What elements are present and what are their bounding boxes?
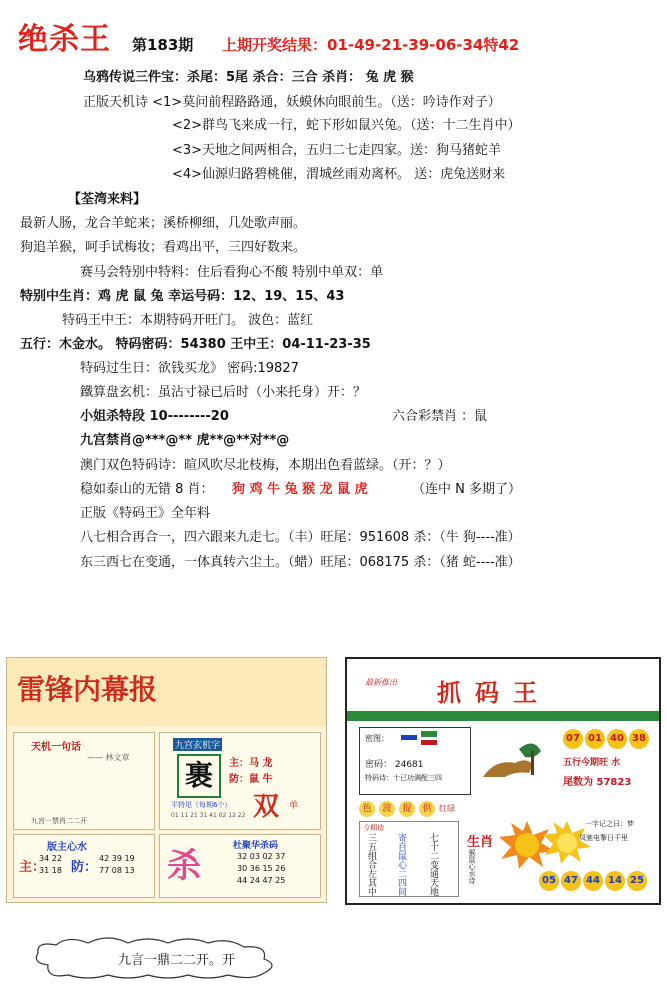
fang-nums2: 77 08 13 bbox=[99, 866, 135, 875]
color-value: 红绿 bbox=[439, 804, 455, 813]
mima-image bbox=[401, 731, 439, 747]
poem-col: 七十二变通天地 bbox=[428, 833, 438, 896]
section-heading: 【荃湾来料】 bbox=[68, 192, 147, 207]
horse-image bbox=[475, 729, 547, 793]
poem-col: 寄自鼠心二四间 bbox=[396, 833, 406, 896]
shengxiao-sub: 猴鼠心水诗 bbox=[468, 849, 476, 884]
kill-line: 九宫一禁肖二二开 bbox=[31, 817, 87, 825]
text-line: <4>仙源归路碧桃催，渭城丝雨劝离杯。 送：虎兔送财来 bbox=[172, 167, 506, 182]
text-line: 乌鸦传说三件宝：杀尾：5尾 杀合：三合 杀肖： 兔 虎 猴 bbox=[83, 70, 414, 85]
color-tag: 色 bbox=[359, 801, 375, 817]
poem-col-title: 今期诗 bbox=[363, 824, 384, 832]
number-ball: 14 bbox=[605, 871, 625, 891]
mima-label: 密图： bbox=[365, 734, 389, 743]
number-ball: 40 bbox=[607, 729, 627, 749]
poem-author: —— 林文章 bbox=[87, 753, 130, 762]
text-line: <3>天地之间两相合，五归二七走四家。送：狗马猪蛇羊 bbox=[172, 143, 502, 158]
right-poem: 一字记之曰：梦 bbox=[585, 820, 634, 828]
text-line: 特别中生肖：鸡 虎 鼠 兔 幸运号码：12、19、15、43 bbox=[20, 289, 345, 304]
text-line: 五行：木金水。 特码密码：54380 王中王：04-11-23-35 bbox=[20, 337, 371, 352]
text-line: 特码王中王：本期特码开旺门。 波色：蓝红 bbox=[62, 313, 314, 328]
sha-char: 杀 bbox=[167, 846, 201, 886]
text-line: 特码过生日：欲钱买龙》 密码:19827 bbox=[80, 361, 299, 376]
zhu-nums2: 31 18 bbox=[39, 866, 62, 875]
color-tags bbox=[359, 801, 455, 817]
number-ball: 05 bbox=[539, 871, 559, 891]
text-line: 赛马会特别中特料：住后看狗心不酸 特别中单双：单 bbox=[80, 265, 384, 280]
text-line: 最新人肠，龙合羊蛇来；溪桥柳细，几处歌声丽。 bbox=[20, 216, 307, 231]
top-numbers bbox=[563, 729, 649, 749]
wuxing: 五行今期旺 水 bbox=[563, 758, 621, 768]
text-line: 八七相合再合一，四六跟来九走七。（丰）旺尾：951608 杀：（牛 狗----准） bbox=[80, 530, 521, 545]
big-char: 裹 bbox=[177, 754, 221, 798]
fang-nums: 42 39 19 bbox=[99, 854, 135, 863]
ad-tag: 最新推出 bbox=[365, 678, 397, 687]
text-line: 小姐杀特段 10--------20 bbox=[80, 409, 229, 424]
poem-col: 三五组合左其中 bbox=[366, 833, 376, 896]
poem-title: 天机一句话 bbox=[31, 742, 81, 753]
pingte-nums: 01 11 21 31 41 02 12 22 bbox=[171, 812, 246, 819]
main-pick: 主：马 龙 bbox=[229, 758, 273, 769]
color-tag: 提 bbox=[399, 801, 415, 817]
last-result: 上期开奖结果：01-49-21-39-06-34特42 bbox=[222, 36, 520, 54]
text-line: 澳门双色特码诗：暄风吹尽北枝梅，本期出色看蓝绿。（开：？） bbox=[80, 458, 451, 473]
code-row: 30 36 15 26 bbox=[237, 864, 286, 873]
text-line: 正版《特码王》全年料 bbox=[80, 506, 211, 521]
code-title: 杜聚华杀码 bbox=[233, 841, 279, 851]
shengxiao-label: 生肖 bbox=[467, 835, 494, 850]
right-poem2: 凤驰电掣日千里 bbox=[579, 834, 628, 842]
temima: 特码诗：十已功满配三四 bbox=[365, 774, 442, 782]
bottom-numbers bbox=[539, 871, 647, 891]
pingte-label: 平特尾（每期6个） bbox=[171, 801, 232, 809]
ad-title: 抓码王 bbox=[437, 679, 551, 707]
number-ball: 44 bbox=[583, 871, 603, 891]
number-ball: 07 bbox=[563, 729, 583, 749]
mima-value: 密码： 24681 bbox=[365, 760, 424, 770]
shuang-char: 双 bbox=[253, 792, 280, 822]
weishu: 尾数为 57823 bbox=[563, 777, 632, 788]
number-ball: 25 bbox=[627, 871, 647, 891]
number-ball: 47 bbox=[561, 871, 581, 891]
code-row: 44 24 47 25 bbox=[237, 876, 286, 885]
text-line: 东三西七在变通，一体真转六尘土。（蜡）旺尾：068175 杀：（猪 蛇----准） bbox=[80, 555, 521, 570]
text-line: 鐵算盘玄机：虽沾寸禄已后时（小来托身）开：？ bbox=[80, 385, 367, 400]
color-tag: 波 bbox=[379, 801, 395, 817]
text-line: 六合彩禁肖 ：鼠 bbox=[392, 409, 488, 424]
code-row: 32 03 02 37 bbox=[237, 852, 286, 861]
fang-label: 防： bbox=[71, 860, 98, 875]
zhu-label: 主： bbox=[19, 860, 46, 875]
issue-number: 第183期 bbox=[132, 36, 194, 54]
guard-pick: 防：鼠 牛 bbox=[229, 774, 273, 785]
text-line-part: （连中 N 多期了） bbox=[412, 482, 521, 497]
color-tag: 供 bbox=[419, 801, 435, 817]
number-ball: 01 bbox=[585, 729, 605, 749]
left-ad-panel bbox=[6, 657, 327, 903]
text-line: 九宫禁肖@***@** 虎**@**对**@ bbox=[80, 433, 290, 448]
right-ad-panel bbox=[345, 657, 661, 905]
text-line: 狗追羊猴，呵手试梅妆；看鸡出平，三四好数来。 bbox=[20, 240, 307, 255]
number-ball: 38 bbox=[629, 729, 649, 749]
zhu-nums: 34 22 bbox=[39, 854, 62, 863]
main-water-title: 版主心水 bbox=[47, 842, 87, 853]
cloud-bubble bbox=[28, 935, 288, 981]
text-line-part: 稳如泰山的无错 8 肖： bbox=[80, 482, 214, 497]
ad-title: 雷锋内幕报 bbox=[17, 673, 158, 706]
cloud-text: 九言一鼎二二开。开 bbox=[118, 953, 236, 968]
green-stripe bbox=[347, 711, 659, 721]
jiugong-title: 九宫玄机字 bbox=[173, 738, 222, 751]
text-line: 正版天机诗 <1>莫问前程路路通，妖蟆休向眼前生。（送：吟诗作对子） bbox=[83, 95, 501, 110]
shuang-small: 单 bbox=[289, 801, 299, 811]
highlight-zodiacs: 狗 鸡 牛 兔 猴 龙 鼠 虎 bbox=[232, 482, 368, 497]
page-title: 绝杀王 bbox=[18, 22, 111, 57]
text-line: <2>群鸟飞来成一行，蛇下形如鼠兴兔。（送：十二生肖中） bbox=[172, 118, 521, 133]
